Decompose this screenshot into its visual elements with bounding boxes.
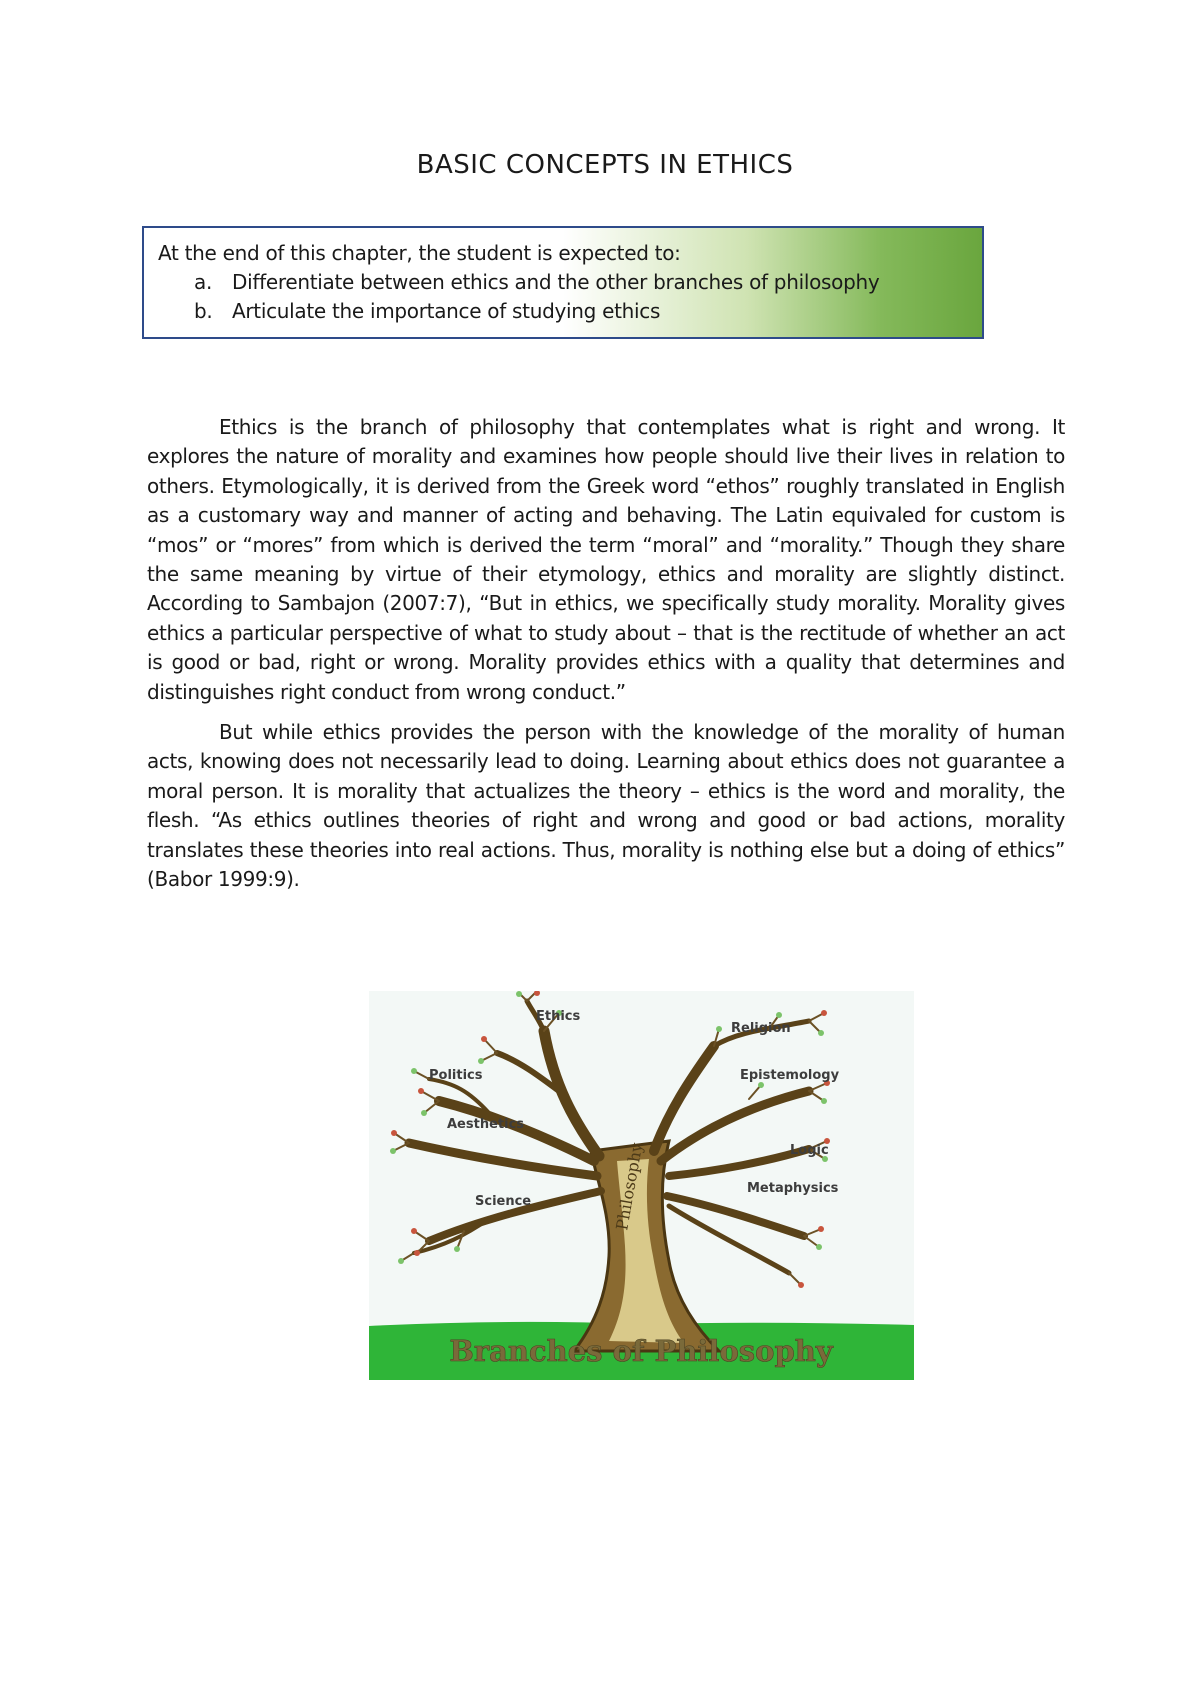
objective-item	[158, 268, 968, 297]
branch-label-logic: Logic	[790, 1143, 829, 1158]
trunk-label: Philosophy	[612, 1141, 647, 1232]
branch-label-religion: Religion	[731, 1021, 791, 1036]
paragraph: But while ethics provides the person with the knowledge of the morality of human acts, knowing does not necessarily lead to doing. Learning about ethics does not guarantee a moral person. It is morality that actualizes the theory – ethics is the word and morality, the flesh. “As ethics outlines theories of right and wrong and good or bad actions, morality translates these theories into real actions. Thus, morality is nothing else but a doing of ethics” (Babor 1999:9).	[147, 720, 1065, 892]
objective-text: Differentiate between ethics and the other branches of philosophy	[232, 270, 880, 294]
branches-of-philosophy-figure	[369, 991, 914, 1380]
objective-item	[158, 297, 968, 326]
branch-label-politics: Politics	[429, 1068, 483, 1083]
learning-objectives-box	[142, 226, 984, 339]
figure-caption: Branches of Philosophy	[449, 1334, 833, 1368]
objectives-list	[158, 268, 968, 326]
page-title: BASIC CONCEPTS IN ETHICS	[416, 150, 794, 180]
branch-label-epistemology: Epistemology	[740, 1068, 840, 1083]
branch-label-metaphysics: Metaphysics	[747, 1181, 839, 1196]
branch-label-science: Science	[475, 1194, 532, 1209]
objective-marker: a.	[194, 270, 213, 294]
paragraph: Ethics is the branch of philosophy that contemplates what is right and wrong. It explores the nature of morality and examines how people should live their lives in relation to others. Etymologically, it is derived from the Greek word “ethos” roughly translated in English as a customary way and manner of acting and behaving. The Latin equivaled for custom is “mos” or “mores” from which is derived the term “moral” and “morality.” Though they share the same meaning by virtue of their etymology, ethics and morality are slightly distinct. According to Sambajon (2007:7), “But in ethics, we specifically study morality. Morality gives ethics a particular perspective of what to study about – that is the rectitude of whether an act is good or bad, right or wrong. Morality provides ethics with a quality that determines and distinguishes right conduct from wrong conduct.”	[147, 415, 1065, 704]
objective-text: Articulate the importance of studying ethics	[232, 299, 661, 323]
objectives-intro: At the end of this chapter, the student is expected to:	[158, 241, 681, 265]
objective-marker: b.	[194, 299, 213, 323]
tree-illustration	[369, 991, 914, 1380]
branch-label-ethics: Ethics	[536, 1009, 581, 1024]
branch-label-aesthetics: Aesthetics	[447, 1117, 525, 1132]
body-text	[147, 413, 1065, 906]
